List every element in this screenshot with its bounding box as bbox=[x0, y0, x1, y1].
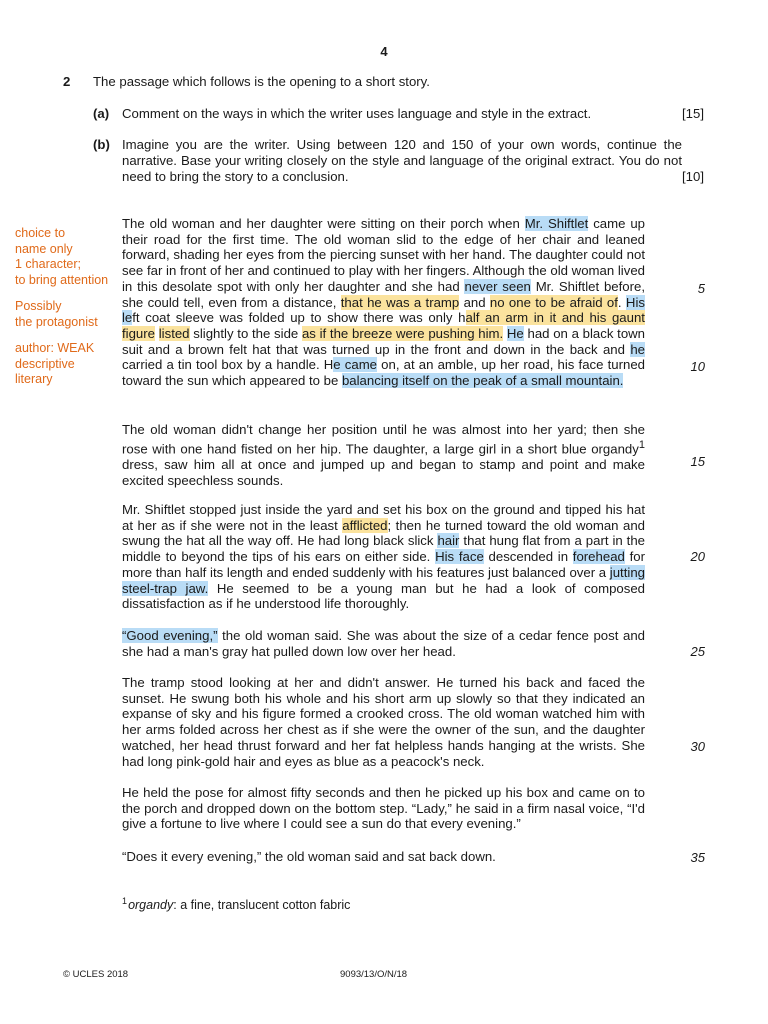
passage-text: ft coat sleeve was folded up to show there was only h bbox=[132, 310, 466, 326]
page-number: 4 bbox=[380, 44, 388, 59]
passage-text: descended in bbox=[483, 549, 573, 565]
passage-text: ; then he turned toward the old woman and swung the hat all the way off. He had long black slick bbox=[122, 517, 645, 549]
question-text: The passage which follows is the opening to a short story. bbox=[93, 74, 430, 89]
highlight-blue: forehead bbox=[572, 549, 625, 565]
passage-text: The old woman and her daughter were sitting on their porch when bbox=[122, 216, 525, 231]
passage-text: Mr. Shiftlet stopped just inside the yard and set his box on the ground and tipped his hat at her as if she were not in the least bbox=[122, 502, 645, 533]
part-b-marks: [10] bbox=[682, 169, 704, 184]
footnote-marker: 1 bbox=[638, 438, 645, 451]
passage-text: carried a tin tool box by a handle. H bbox=[122, 357, 334, 373]
copyright-notice: © UCLES 2018 bbox=[63, 969, 129, 980]
annotation-note-3: author: WEAK descriptive literary bbox=[15, 341, 95, 386]
highlight-yellow: gaunt figure bbox=[122, 310, 645, 341]
line-number: 25 bbox=[690, 644, 705, 659]
passage-paragraph-2: The old woman didn't change her position until he was almost into her yard; then she rose with one hand fisted on her hip. The daughter, a large girl in a short blue organdy$^1$ dress, saw him all at once and jumped up and began to stamp and point and make excited speechless sounds. bbox=[122, 422, 645, 488]
part-a-marks: [15] bbox=[682, 106, 704, 121]
highlight-blue: Mr. Shiftlet bbox=[524, 216, 589, 231]
highlight-yellow: afflicted bbox=[342, 517, 388, 533]
part-a-text: Comment on the ways in which the writer uses language and style in the extract. bbox=[122, 106, 592, 121]
part-a-label: (a) bbox=[93, 106, 110, 121]
line-number: 15 bbox=[690, 454, 705, 469]
passage-paragraph-3 bbox=[122, 502, 645, 612]
highlight-yellow: no one to be afraid of bbox=[489, 294, 618, 310]
margin-annotations bbox=[15, 226, 127, 399]
paper-code: 9093/13/O/N/18 bbox=[340, 969, 408, 980]
part-b-label: (b) bbox=[93, 137, 110, 152]
passage-text: had on a black town suit and a brown felt hat that was turned up in the front and down in the back and bbox=[122, 325, 646, 357]
highlight-yellow: that he was a tramp bbox=[340, 294, 460, 310]
line-number: 10 bbox=[690, 359, 705, 374]
highlight-blue: e came bbox=[333, 357, 378, 373]
passage-text: and bbox=[459, 294, 490, 310]
passage-paragraph-4 bbox=[122, 628, 645, 659]
highlight-yellow: as if the breeze were pushing him. bbox=[301, 325, 504, 341]
line-number: 20 bbox=[690, 549, 705, 564]
footnote-definition: : a fine, translucent cotton fabric bbox=[173, 898, 351, 913]
line-number: 35 bbox=[690, 850, 705, 865]
highlight-blue: His le bbox=[122, 294, 645, 326]
passage-text: that hung flat from a part in the middle to beyond the tips of his ears on either side. bbox=[122, 533, 645, 565]
highlight-blue: balancing itself on the peak of a small mountain. bbox=[341, 373, 624, 389]
passage-paragraph-1 bbox=[122, 216, 645, 389]
passage-paragraph-5: The tramp stood looking at her and didn't answer. He turned his back and faced the sunset. He swung both his whole and his short arm up slowly so that they indicated an expanse of sky and his figure formed a crooked cross. The old woman watched him with her arms folded across her chest as if she were the owner of the sun, and the daughter watched, her head thrust forward and her fat helpless hands hanging at the wrists. She had long pink-gold hair and eyes as blue as a peacock's neck. bbox=[122, 675, 645, 769]
passage-text: the old woman said. She was about the size of a cedar fence post and she had a man's gray hat pulled down low over her head. bbox=[122, 628, 646, 659]
passage-paragraph-6: He held the pose for almost fifty seconds and then he picked up his box and came on to the porch and dropped down on the bottom step. “Lady,” he said in a firm nasal voice, “I'd give a fortune to live where I could see a sun do that every evening.” bbox=[122, 785, 645, 832]
line-number: 5 bbox=[697, 281, 705, 296]
passage-text: slightly to the side bbox=[189, 325, 302, 341]
highlight-blue: He bbox=[506, 325, 524, 341]
footnote: $^1$ organdy: a fine, translucent cotton fabric bbox=[122, 896, 351, 913]
highlight-yellow: alf an arm in it and his bbox=[465, 310, 612, 326]
passage-text: . bbox=[617, 294, 626, 310]
annotation-note-2: Possibly the protagonist bbox=[15, 299, 98, 329]
passage-paragraph-7: “Does it every evening,” the old woman said and sat back down. bbox=[122, 849, 496, 864]
passage-text: He seemed to be a young man but he had a look of composed dissatisfaction as if he understood life thoroughly. bbox=[122, 580, 646, 612]
part-b-text: Imagine you are the writer. Using between 120 and 150 of your own words, continue the narrative. Base your writing closely on the style and language of the original extract. You do not need to bring the story to a conclusion. bbox=[122, 137, 682, 184]
question-number: 2 bbox=[63, 74, 71, 89]
passage-text: Mr. Shiftlet before, she could tell, even from a distance, bbox=[122, 278, 645, 310]
passage-text: on, at an amble, up her road, his face turned toward the sun which appeared to be bbox=[122, 357, 646, 389]
footnote-term: organdy bbox=[128, 898, 174, 913]
highlight-blue: jutting steel-trap jaw. bbox=[122, 564, 645, 596]
highlight-blue: “Good evening,” bbox=[122, 628, 218, 643]
highlight-blue: he bbox=[630, 341, 645, 357]
annotation-note-1: choice to name only 1 character; to bring attention bbox=[15, 226, 109, 287]
highlight-blue: never seen bbox=[464, 278, 531, 294]
passage-text: for more than half its length and ended suddenly with his features just balanced over a bbox=[122, 549, 645, 580]
line-number: 30 bbox=[690, 739, 705, 754]
highlight-blue: hair bbox=[437, 533, 460, 549]
highlight-blue: His face bbox=[435, 549, 484, 565]
highlight-yellow: listed bbox=[158, 325, 190, 341]
passage-text: came up their road for the first time. The old woman slid to the edge of her chair and leaned forward, shading her eyes from the piercing sunset with her hand. The daughter could not see far in front of her and continued to play with her fingers. Although the old woman lived in this desolate spot with only her daughter and she had bbox=[122, 216, 646, 294]
